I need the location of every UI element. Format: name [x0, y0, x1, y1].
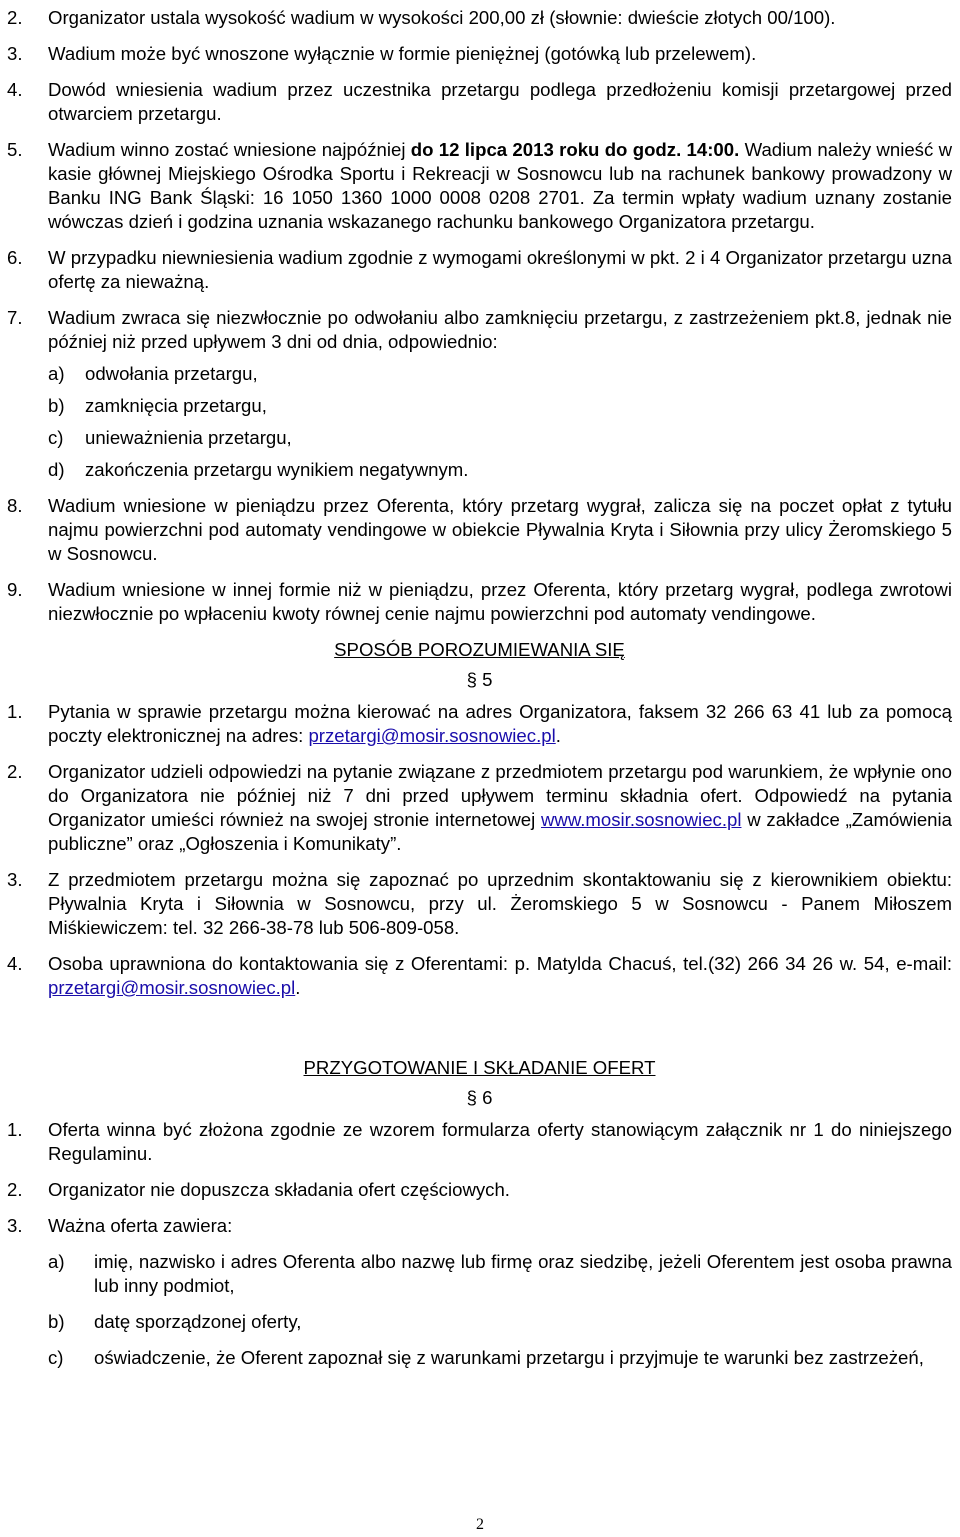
item-text-part: Osoba uprawniona do kontaktowania się z Oferentami: p. Matylda Chacuś, tel.(32) 266 34 26 w. 54, e-mail:	[48, 953, 952, 974]
sub-item	[48, 458, 952, 482]
item-number: 1.	[7, 701, 23, 722]
sub-item	[48, 1310, 952, 1334]
sub-text: oświadczenie, że Oferent zapoznał się z warunkami przetargu i przyjmuje te warunki bez zastrzeżeń,	[94, 1347, 924, 1368]
item-number: 4.	[7, 953, 23, 974]
item-text-part: Wadium winno zostać wniesione najpóźniej	[48, 139, 411, 160]
item-number: 4.	[7, 79, 23, 100]
list-item	[7, 1214, 952, 1238]
sub-letter: a)	[48, 363, 65, 384]
email-link[interactable]: przetargi@mosir.sosnowiec.pl	[308, 725, 556, 746]
email-link[interactable]: przetargi@mosir.sosnowiec.pl	[48, 977, 296, 998]
item-text: Wadium wniesione w pieniądzu przez Oferenta, który przetarg wygrał, zalicza się na poczet opłat z tytułu najmu powierzchni pod automaty vendingowe w obiekcie Pływalnia Kryta i Siłownia przy ulicy Żeromskiego 5 w Sosnowcu.	[48, 495, 952, 564]
item-number: 3.	[7, 1215, 23, 1236]
item-number: 2.	[7, 761, 23, 782]
item-number: 7.	[7, 307, 23, 328]
item-text	[48, 138, 952, 234]
item-text: W przypadku niewniesienia wadium zgodnie z wymogami określonymi w pkt. 2 i 4 Organizator przetargu uzna ofertę za nieważną.	[48, 247, 952, 292]
sub-letter: d)	[48, 459, 65, 480]
item-text	[48, 760, 952, 856]
document-page	[7, 6, 952, 1382]
item-number: 3.	[7, 43, 23, 64]
item-text: Wadium może być wnoszone wyłącznie w formie pieniężnej (gotówką lub przelewem).	[48, 43, 757, 64]
item-number: 2.	[7, 1179, 23, 1200]
list-item	[7, 1178, 952, 1202]
sub-item	[48, 394, 952, 418]
item-text-part: .	[555, 725, 561, 746]
sub-text: datę sporządzonej oferty,	[94, 1311, 302, 1332]
sub-text: imię, nazwisko i adres Oferenta albo nazwę lub firmę oraz siedzibę, jeżeli Oferentem jest osoba prawna lub inny podmiot,	[94, 1251, 952, 1296]
list-item	[7, 138, 952, 234]
page-number: 2	[476, 1516, 484, 1533]
website-link[interactable]: www.mosir.sosnowiec.pl	[541, 809, 742, 830]
sub-text: unieważnienia przetargu,	[85, 427, 292, 448]
list-item	[7, 42, 952, 66]
item-text-part: Organizator udzieli odpowiedzi na pytanie związane z przedmiotem przetargu pod warunkiem, że wpłynie ono do Organizatora nie później niż 7 dni przed upływem terminu składnia ofert. Odpowiedź na pytania Organizator umieści również na swojej stronie internetowej	[48, 761, 952, 830]
item-number: 3.	[7, 869, 23, 890]
section-mark: § 5	[466, 669, 493, 690]
item-text-part: w zakładce „Zamówienia publiczne” oraz „Ogłoszenia i Komunikaty”.	[48, 809, 952, 854]
sub-list	[48, 1250, 952, 1370]
deadline-bold: do 12 lipca 2013 roku do godz. 14:00.	[410, 139, 740, 160]
item-text: Dowód wniesienia wadium przez uczestnika przetargu podlega przedłożeniu komisji przetargowej przed otwarciem przetargu.	[48, 79, 952, 124]
item-text-part: Wadium należy wnieść w kasie głównej Miejskiego Ośrodka Sportu i Rekreacji w Sosnowcu lub na rachunek bankowy prowadzony w Banku ING Bank Śląski: 16 1050 1360 1000 0008 0208 2701. Za termin wpłaty wadium uznany zostanie wówczas dzień i godzina uznania wskazanego rachunku bankowego Organizatora przetargu.	[48, 139, 952, 232]
item-text-part: .	[295, 977, 301, 998]
item-text: Z przedmiotem przetargu można się zapoznać po uprzednim skontaktowaniu się z kierownikiem obiektu: Pływalnia Kryta i Siłownia w Sosnowcu, przy ul. Żeromskiego 5 w Sosnowcu - Panem Miłoszem Miśkiewiczem: tel. 32 266-38-78 lub 506-809-058.	[48, 869, 952, 938]
list-item	[7, 700, 952, 748]
item-text: Organizator nie dopuszcza składania ofert częściowych.	[48, 1179, 510, 1200]
sub-letter: c)	[48, 1347, 64, 1368]
sub-text: odwołania przetargu,	[85, 363, 258, 384]
item-text	[48, 952, 952, 1000]
sub-item	[48, 426, 952, 450]
sub-letter: a)	[48, 1251, 65, 1272]
sub-item	[48, 1250, 952, 1298]
item-text: Ważna oferta zawiera:	[48, 1215, 233, 1236]
item-text	[48, 306, 952, 482]
item-text-part: Wadium zwraca się niezwłocznie po odwołaniu albo zamknięciu przetargu, z zastrzeżeniem pkt.8, jednak nie później niż przed upływem 3 dni od dnia, odpowiednio:	[48, 307, 952, 352]
spacer	[7, 1012, 952, 1050]
section-heading: SPOSÓB POROZUMIEWANIA SIĘ	[334, 639, 625, 660]
list-item	[7, 760, 952, 856]
list-item	[7, 952, 952, 1000]
section-mark: § 6	[466, 1087, 493, 1108]
sub-item	[48, 362, 952, 386]
item-text: Oferta winna być złożona zgodnie ze wzorem formularza oferty stanowiącym załącznik nr 1 do niniejszego Regulaminu.	[48, 1119, 952, 1164]
item-text	[48, 700, 952, 748]
item-number: 6.	[7, 247, 23, 268]
sub-list	[48, 362, 952, 482]
list-item	[7, 246, 952, 294]
section-heading: PRZYGOTOWANIE I SKŁADANIE OFERT	[303, 1057, 656, 1078]
item-number: 9.	[7, 579, 23, 600]
sub-text: zamknięcia przetargu,	[85, 395, 267, 416]
item-text: Organizator ustala wysokość wadium w wysokości 200,00 zł (słownie: dwieście złotych 00/100).	[48, 7, 836, 28]
sub-letter: b)	[48, 1311, 65, 1332]
item-number: 2.	[7, 7, 23, 28]
sub-letter: c)	[48, 427, 64, 448]
list-item	[7, 78, 952, 126]
item-text: Wadium wniesione w innej formie niż w pieniądzu, przez Oferenta, który przetarg wygrał, podlega zwrotowi niezwłocznie po wpłaceniu kwoty równej cenie najmu powierzchni pod automaty vendingowe.	[48, 579, 952, 624]
list-item	[7, 1118, 952, 1166]
sub-text: zakończenia przetargu wynikiem negatywnym.	[85, 459, 469, 480]
sub-item	[48, 1346, 952, 1370]
sub-letter: b)	[48, 395, 65, 416]
item-number: 8.	[7, 495, 23, 516]
list-item	[7, 494, 952, 566]
list-item	[7, 868, 952, 940]
item-number: 5.	[7, 139, 23, 160]
list-item	[7, 578, 952, 626]
list-item	[7, 6, 952, 30]
item-number: 1.	[7, 1119, 23, 1140]
list-item	[7, 306, 952, 482]
item-text-part: Pytania w sprawie przetargu można kierować na adres Organizatora, faksem 32 266 63 41 lub za pomocą poczty elektronicznej na adres:	[48, 701, 952, 746]
